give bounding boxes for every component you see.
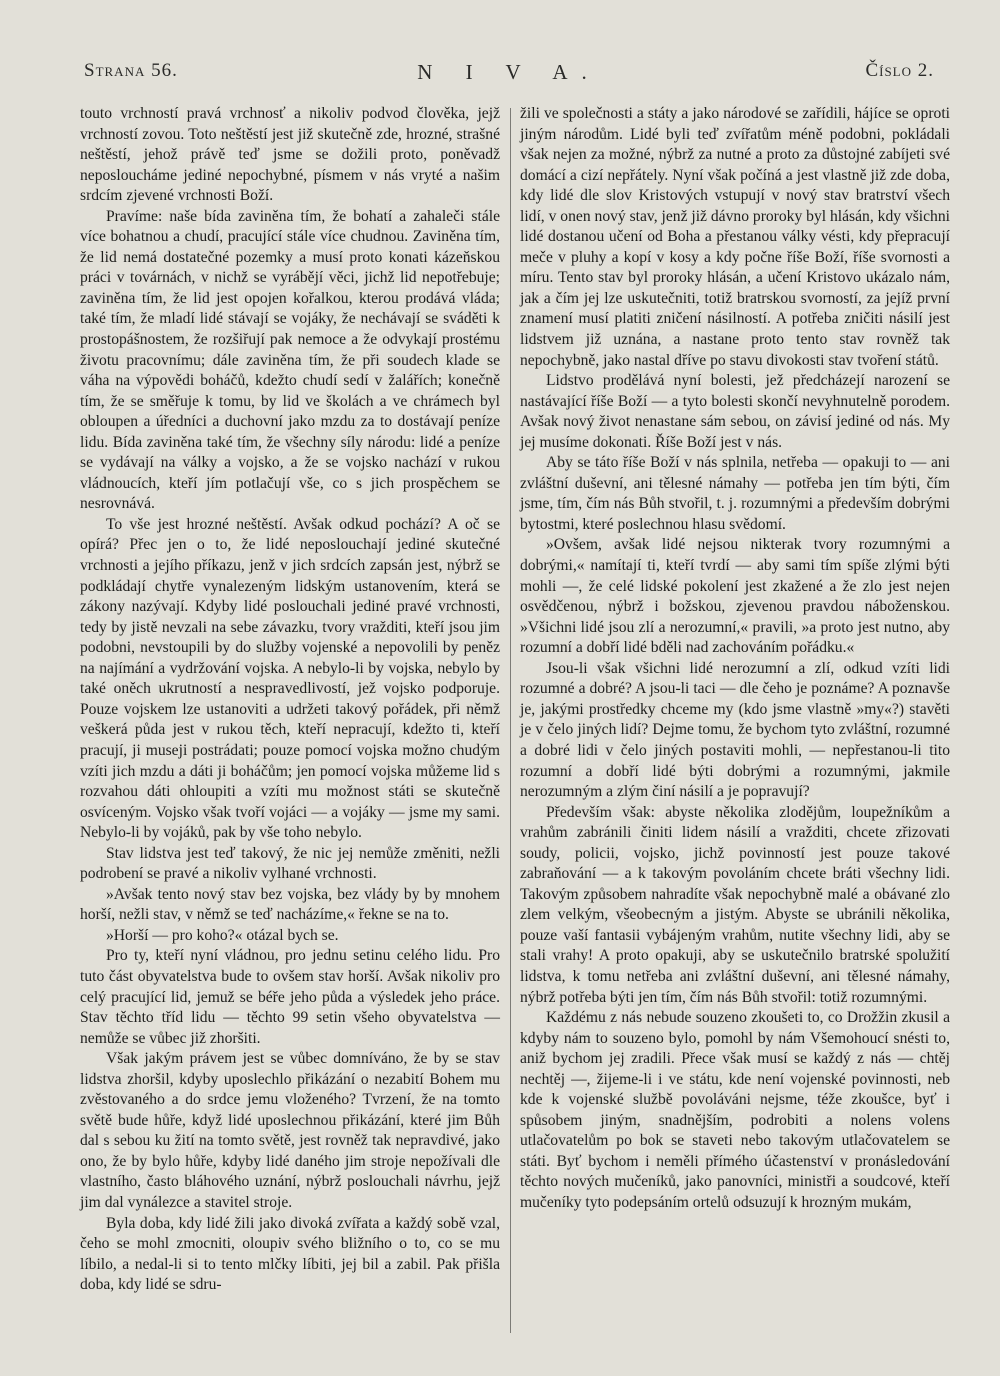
- paragraph: To vše jest hrozné neštěstí. Avšak odkud pochází? A oč se opírá? Přec jen o to, že lidé neposlouchají jediné skutečné vrchnosti a jejího příkazu, jenž v jich srdcích zapsán jest, nýbrž se podkládají chytře vynalezeným lidským ustanovením, která se zákony nazývají. Kdyby lidé poslouchali jediné pravé vrchnosti, tedy by jistě nevzali na sebe závazku, tvory vražditi, kteří jsou jim podobni, nevstoupili by do služby vojenské a nepovolili by peněz na najímání a vydržování vojska. A nebylo-li by vojska, nebylo by také oněch ukrutností a nespravedlivostí, jež vojsko podporuje. Pouze vojskem lze ustanoviti a udržeti takový pořádek, při němž veškerá půda jest v rukou těch, kteří nepracují, kdežto ti, kteří pracují, ji museji postrádati; pouze pomocí vojska možno chudým vzíti jich mzdu a dáti ji boháčům; jen pomocí vojska můžeme lid s rozvahou dáti ohloupiti a vzíti mu možnost státi se skutečně osvíceným. Vojsko však tvoří vojáci — a vojáky — jsme my sami. Nebylo-li by vojáků, pak by vše toho nebylo.: [80, 515, 500, 842]
- paragraph: Byla doba, kdy lidé žili jako divoká zvířata a každý sobě vzal, čeho se mohl zmocniti, oloupiv svého bližního o to, co se mu líbilo, a nedal-li si to tento mlčky líbiti, jej bil a zabil. Pak přišla doba, kdy lidé se sdru-: [80, 1214, 500, 1294]
- paragraph: Pro ty, kteří nyní vládnou, pro jednu setinu celého lidu. Pro tuto část obyvatelstva bude to ovšem stav horší. Avšak nikoliv pro celý pracující lid, jemuž se béře jeho půda a výsledek jeho práce. Stav těchto tříd lidu — těchto 99 setin všeho obyvatelstva — nemůže se vůbec již zhoršiti.: [80, 947, 500, 1047]
- left-column: [80, 104, 500, 1296]
- page-number: Strana 56.: [84, 60, 178, 81]
- magazine-title: N I V A.: [417, 60, 601, 84]
- paragraph: »Avšak tento nový stav bez vojska, bez vlády by by mnohem horší, nežli stav, v němž se teď nacházíme,« řekne se na to.: [80, 885, 500, 924]
- right-column: [520, 104, 950, 1214]
- paragraph: Jsou-li však všichni lidé nerozumní a zlí, odkud vzíti lidi rozumné a dobré? A jsou-li taci — dle čeho je poznáme? A poznavše je, jakými prostředky chceme my (kdo jsme vlastně »my«?) stavěti je v čelo jiných lidí? Dejme tomu, že bychom tyto zvláštní, rozumné a dobré lidi v čelo jiných postaviti mohli, — nepřestanou-li tito rozumní a dobří lidé býti dobrými a rozumnými, jakmile nerozumným a zlým činí násilí a je popravují?: [520, 659, 950, 801]
- paragraph: Pravíme: naše bída zaviněna tím, že bohatí a zahaleči stále více bohatnou a chudí, pracující stále více chudnou. Zaviněna tím, že lid nemá dostatečné pozemky a musí proto konati kázeňskou práci v továrnách, v nichž se vyrábějí věci, jichž lid nepotřebuje; zaviněna tím, že lid jest opojen kořalkou, kterou prodává vláda; také tím, že mladí lidé stávají se vojáky, že nechávají se sváděti k prostopášnostem, že rozšiřují pak nemoce a že odvykají prostému životu pracovnímu; dále zaviněna tím, že při soudech klade se váha na výpovědi boháčů, kdežto chudí sedí v žalářích; konečně tím, že se směřuje k tomu, by lid ve školách a ve chrámech byl obloupen a úředníci a duchovní jako mzdu za to dostávají peníze lidu. Bída zaviněna také tím, že všechny síly národu: lidé a peníze se vydávají na války a vojsko, a že se vojsko nachází v rukou vládnoucích, kteří jím potlačují vše, co s jich prospěchem se nesrovnává.: [80, 207, 500, 513]
- paragraph: Stav lidstva jest teď takový, že nic jej nemůže změniti, nežli podrobení se pravé a nikoliv vylhané vrchnosti.: [80, 844, 500, 883]
- issue-number: Číslo 2.: [865, 60, 934, 81]
- column-divider: [510, 108, 511, 1333]
- page-header: [84, 60, 934, 90]
- paragraph: Však jakým právem jest se vůbec domníváno, že by se stav lidstva zhoršil, kdyby uposlechlo přikázání o nezabití Bohem mu zvěstovaného a do srdce jemu vloženého? Tvrzení, že na tomto světě bude hůře, když lidé uposlechnou přikázání, které jim Bůh dal s sebou ku žití na tomto světě, jest rovněž tak nepravdivé, jako ono, že by bylo hůře, kdyby lidé daného jim stroje nepožívali dle vlastního, často bláhového uznání, nýbrž poslouchali návrhu, jejž jim dal vynálezce a stavitel stroje.: [80, 1050, 500, 1211]
- paragraph: žili ve společnosti a státy a jako národové se zařídili, hájíce se oproti jiným národům. Lidé byli teď zvířatům méně podobni, pokládali však nejen za možné, nýbrž za nutné a proto za důstojné zabíjeti své domácí a cizí nepřátely. Nyní však počíná a jest vlastně již zde doba, kdy lidé dle slov Kristových vstupují v nový stav bratrství všech lidí, v onen nový stav, jenž již dávno proroky byl hlásán, kdy všichni lidé dostanou učení od Boha a přestanou války vésti, kdy přepracují meče v pluhy a kopí v kosy a kdy počne říše Boží, říše svornosti a míru. Tento stav byl proroky hlásán, a učení Kristovo ukázalo nám, jak a čím jej lze uskutečniti, totiž bratrskou svorností, za jejíž první znamení musí platiti zničení násilností. A potřeba zničiti násilí jest lidstvem již uznána, a nastane proto tento stav rovněž tak nepochybně, jako nastal dříve po stavu divokosti stav tvoření států.: [520, 105, 950, 369]
- paragraph: »Ovšem, avšak lidé nejsou nikterak tvory rozumnými a dobrými,« namítají ti, kteří tvrdí — aby sami tím spíše zlými býti mohli —, že celé lidské pokolení jest zkažené a že zlo jest nejen osvědčenou, nýbrž i božskou, zjevenou pravdou náboženskou. »Všichni lidé jsou zlí a nerozumní,« pravili, »a proto jest nutno, aby rozumní a dobří lidé bděli nad zachováním pořádku.«: [520, 536, 950, 657]
- paragraph: »Horší — pro koho?« otázal bych se.: [106, 926, 339, 944]
- paragraph: touto vrchností pravá vrchnosť a nikoliv podvod člověka, jejž vrchností zovou. Toto neštěstí jest již skutečně zde, hrozné, strašné neštěstí, jehož právě teď jsme se dožili proto, poněvadž neposloucháme jediné nepochybné, písmem v nás vryté a našim srdcím zjevené vrchnosti Boží.: [80, 105, 500, 205]
- paragraph: Lidstvo prodělává nyní bolesti, jež předcházejí narození se nastávající říše Boží — a tyto bolesti skončí nevyhnutelně porodem. Avšak nový život nenastane sám sebou, on závisí jediné od nás. My jej musíme dokonati. Říše Boží jest v nás.: [520, 372, 950, 451]
- paragraph: Především však: abyste několika zlodějům, loupežníkům a vrahům zabránili činiti lidem násilí a vražditi, chcete zřizovati soudy, policii, vojsko, jichž povinností jest pouze takové zabraňování — a k takovým povoláním chcete bráti všechny lidi. Takovým způsobem nahradíte však nepochybně malé a obávané zlo zlem velkým, všeobecným a jistým. Abyste se ubránili několika, pouze vaší fantasii vybájeným vrahům, nutite všechny lidi, aby se stali vrahy! A proto opakuji, aby se uskutečnilo bratrské spolužití lidstva, k tomu netřeba ani zvláštní duševní, ani tělesné námahy, nýbrž potřeba býti jen tím, čím nás Bůh stvořil: totiž rozumnými.: [520, 803, 950, 1006]
- paragraph: Aby se táto říše Boží v nás splnila, netřeba — opakuji to — ani zvláštní duševní, ani tělesné námahy — potřeba jen tím býti, čím jsme, tím, čím nás Bůh stvořil, t. j. rozumnými a především dobrými bytostmi, které poslechnou hlasu svědomí.: [520, 454, 950, 533]
- paragraph: Každému z nás nebude souzeno zkoušeti to, co Drožžin zkusil a kdyby nám to souzeno bylo, pomohl by nám Všemohoucí snésti to, aniž bychom jej zradili. Přece však musí se každý z nás — chtěj nechtěj —, žijeme-li i ve státu, kde není vojenské povinnosti, neb kde k vojenské službě povoláváni nejsme, téže zkoušce, byť i spůsobem jiným, snadnějším, podrobiti a nolens volens utlačovatelům po bok se staveti nebo takovým utlačovatelem se státi. Byť bychom i neměli přímého účastenství v pronásledování těchto nových mučeníků, jako panovníci, ministři a soudcové, kteří mučeníky tyto podepsáním ortelů odsuzují k hrozným mukám,: [520, 1009, 950, 1211]
